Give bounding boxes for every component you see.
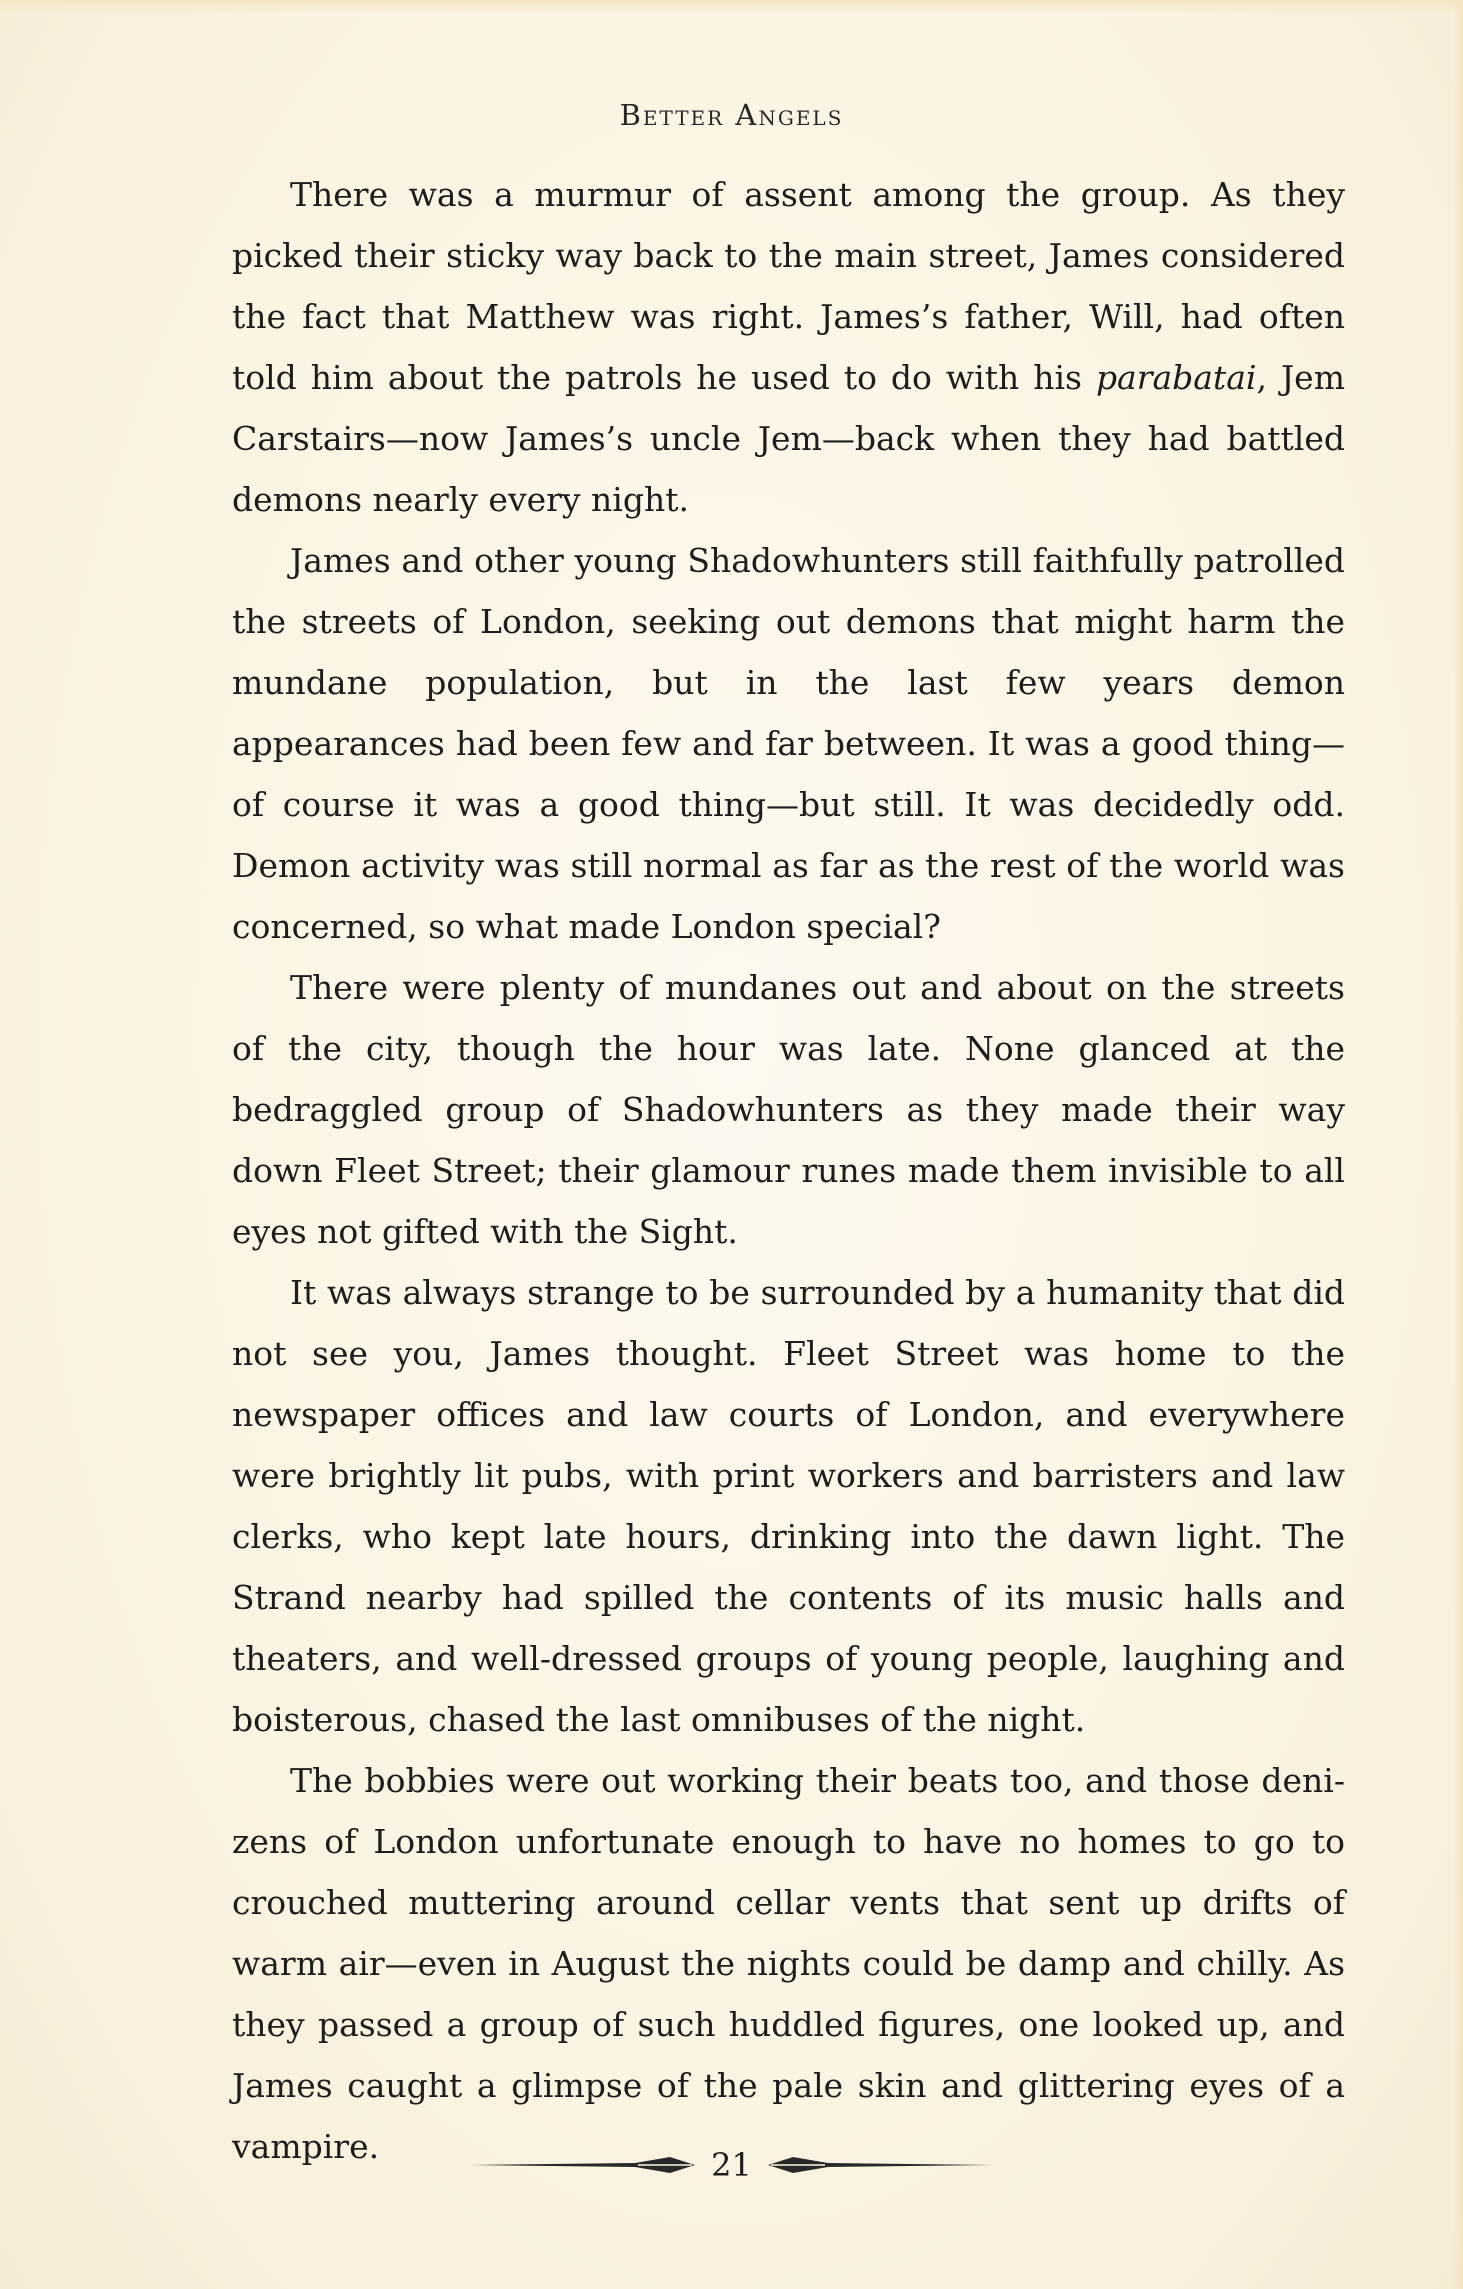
body-text [232,164,1345,2177]
italic-text: parabatai [1095,358,1257,397]
text-run: James and other young Shadowhunters still faithfully patrolled the streets of London, seeking out demons that might harm the mundane population, but in the last few years demon appearances had been few and far between. It was a good thing—of course it was a good thing—but still. It was decidedly odd. Demon activity was still normal as far as the rest of the world was concerned, so what made London special? [232,541,1345,946]
paragraph [232,164,1345,530]
paragraph [232,530,1345,957]
paragraph [232,1750,1345,2177]
text-run: There were plenty of mundanes out and about on the streets of the city, though the hour was late. None glanced at the bedraggled group of Shadowhunters as they made their way down Fleet Street; their glamour runes made them invisible to all eyes not gifted with the Sight. [232,968,1345,1251]
page-number: 21 [711,2146,752,2184]
ornament-right-icon [768,2154,993,2176]
page-right-edge [1453,0,1463,2289]
paragraph [232,1262,1345,1750]
page-top-edge [0,0,1463,14]
running-head: Better Angels [619,98,844,132]
paragraph [232,957,1345,1262]
text-run: It was always strange to be surrounded by a humanity that did not see you, James thought. Fleet Street was home to the newspaper offices and law courts of London, and everywhere were brightly lit pubs, with print workers and barristers and law clerks, who kept late hours, drinking into the dawn light. The Strand nearby had spilled the contents of its music halls and theaters, and well-dressed groups of young people, laughing and boisterous, chased the last omnibuses of the night. [232,1273,1345,1739]
ornament-left-icon [470,2154,695,2176]
folio [0,2140,1463,2190]
text-run: , Jem Carstairs—now James’s uncle Jem—back when they had battled demons nearly every night. [232,358,1346,519]
text-run: The bobbies were out working their beats too, and those denizens of London unfortunate enough to have no homes to go to crouched muttering around cellar vents that sent up drifts of warm air—even in August the nights could be damp and chilly. As they passed a group of such huddled figures, one looked up, and James caught a glimpse of the pale skin and glittering eyes of a vampire. [232,1761,1345,2166]
text-run: There was a murmur of assent among the group. As they picked their sticky way back to the main street, James considered the fact that Matthew was right. James’s father, Will, had often told him about the patrols he used to do with his [232,175,1345,397]
